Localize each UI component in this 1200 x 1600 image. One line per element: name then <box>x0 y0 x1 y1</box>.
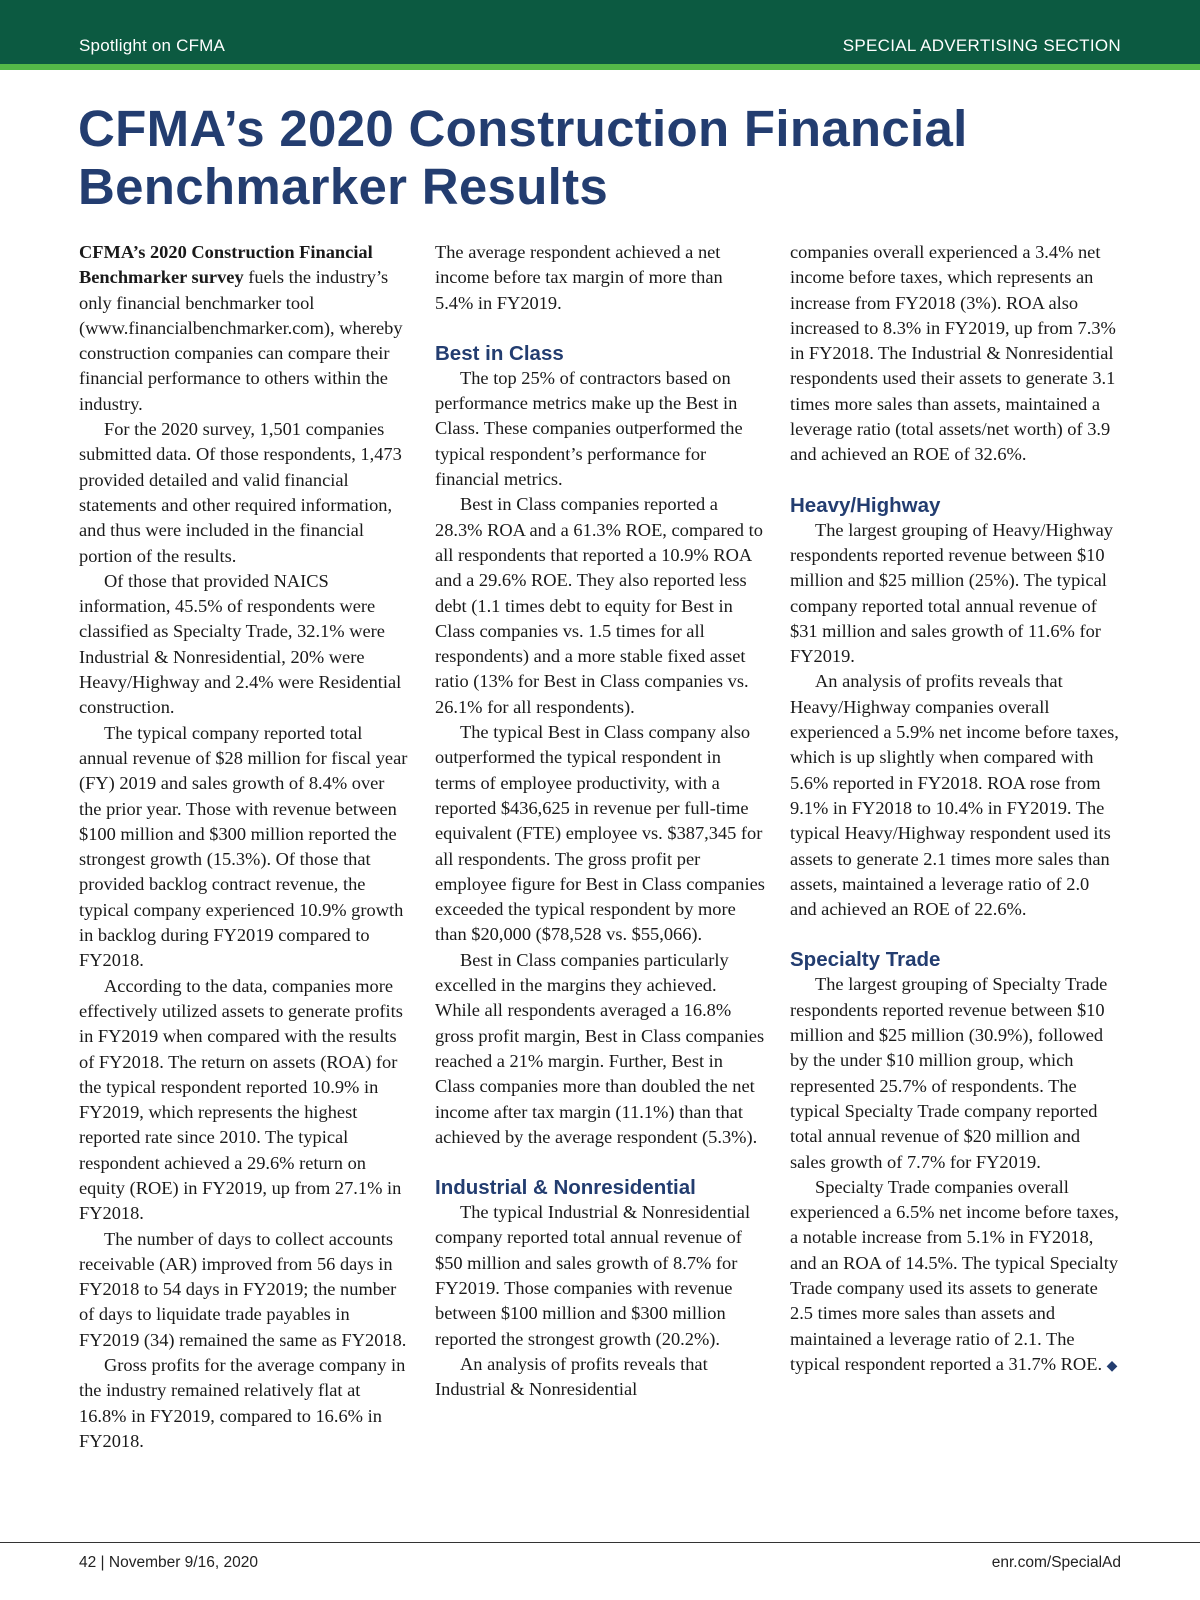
lead-paragraph <box>79 240 409 417</box>
assets-paragraph: According to the data, companies more effectively utilized assets to generate profits in FY2019 when compared with the results of FY2018. The return on assets (ROA) for the typical respondent reported 10.9% in FY2019, which represents the highest reported rate since 2010. The typical respondent achieved a 29.6% return on equity (ROE) in FY2019, up from 27.1% in FY2018. <box>79 975 403 1224</box>
best-in-class-paragraph-1: The top 25% of contractors based on performance metrics make up the Best in Class. These companies outperformed the typical respondent’s performance for financial metrics. <box>435 367 743 490</box>
receivables-paragraph: The number of days to collect accounts receivable (AR) improved from 56 days in FY2018 to 54 days in FY2019; the number of days to liquidate trade payables in FY2019 (34) remained the same as FY2018. <box>79 1228 407 1350</box>
best-in-class-paragraph-4: Best in Class companies particularly excelled in the margins they achieved. While all respondents averaged a 16.8% gross profit margin, Best in Class companies reached a 21% margin. Further, Best in Class companies more than doubled the net income after tax margin (11.1%) than that achieved by the average respondent (5.3%). <box>435 949 765 1147</box>
article-column-2 <box>435 240 765 1402</box>
best-in-class-paragraph-3: The typical Best in Class company also outperformed the typical respondent in terms of employee productivity, with a reported $436,625 in revenue per full-time equivalent (FTE) employee vs. $387,345 for all respondents. The gross profit per employee figure for Best in Class companies exceeded the typical respondent by more than $20,000 ($78,528 vs. $55,066). <box>435 722 765 945</box>
best-in-class-paragraph-2: Best in Class companies reported a 28.3% ROA and a 61.3% ROE, compared to all respondents that reported a 10.9% ROA and a 29.6% ROE. They also reported less debt (1.1 times debt to equity for Best in Class companies vs. 1.5 times for all respondents) and a more stable fixed asset ratio (13% for Best in Class companies vs. 26.1% for all respondents). <box>435 494 763 717</box>
advertising-label: SPECIAL ADVERTISING SECTION <box>842 36 1121 55</box>
industrial-heading: Industrial & Nonresidential <box>435 1176 696 1200</box>
industrial-continued-paragraph: companies overall experienced a 3.4% net income before taxes, which represents an increase from FY2018 (3%). ROA also increased to 8.3% in FY2019, up from 7.3% in FY2018. The Industrial & Nonresidential respondents used their assets to generate 3.1 times more sales than assets, maintained a leverage ratio (total assets/net worth) of 3.9 and achieved an ROE of 32.6%. <box>790 242 1116 465</box>
article-column-1 <box>79 240 409 1454</box>
lead-rest-text: fuels the industry’s only financial benchmarker tool (www.financialbenchmarker.com), whereby construction companies can compare their financial performance to others within the industry. <box>79 267 403 414</box>
footer-divider <box>0 1542 1200 1543</box>
section-label: Spotlight on CFMA <box>79 36 226 55</box>
article-title: CFMA’s 2020 Construction Financial Benchmarker Results <box>78 100 968 215</box>
specialty-trade-paragraph-1: The largest grouping of Specialty Trade respondents reported revenue between $10 million and $25 million (30.9%), followed by the under $10 million group, which represented 25.7% of respondents. The typical Specialty Trade company reported total annual revenue of $20 million and sales growth of 7.7% for FY2019. <box>790 974 1108 1172</box>
article-column-3 <box>790 240 1120 1379</box>
lead-bold-text: CFMA’s 2020 Construction Financial Benchmarker survey <box>79 242 373 288</box>
header-accent-stripe <box>0 64 1200 70</box>
gross-profits-paragraph: Gross profits for the average company in the industry remained relatively flat at 16.8% in FY2019, compared to 16.6% in FY2018. <box>79 1355 406 1451</box>
survey-paragraph: For the 2020 survey, 1,501 companies submitted data. Of those respondents, 1,473 provided detailed and valid financial statements and other required information, and thus were included in the financial portion of the results. <box>79 419 402 566</box>
specialty-trade-paragraph-2-text: Specialty Trade companies overall experienced a 6.5% net income before taxes, a notable increase from 5.1% in FY2018, and an ROA of 14.5%. The typical Specialty Trade company used its assets to generate 2.5 times more sales than assets and maintained a leverage ratio of 2.1. The typical respondent reported a 31.7% ROE. <box>790 1176 1119 1374</box>
specialty-trade-heading: Specialty Trade <box>790 948 941 972</box>
naics-paragraph: Of those that provided NAICS information, 45.5% of respondents were classified as Specialty Trade, 32.1% were Industrial & Nonresidential, 20% were Heavy/Highway and 2.4% were Residential construction. <box>79 570 402 718</box>
best-in-class-heading: Best in Class <box>435 341 564 365</box>
footer-url: enr.com/SpecialAd <box>991 1554 1121 1571</box>
end-diamond-icon: ◆ <box>1106 1358 1118 1374</box>
page-number-date: 42 | November 9/16, 2020 <box>79 1554 258 1571</box>
heavy-highway-heading: Heavy/Highway <box>790 493 941 517</box>
heavy-highway-paragraph-1: The largest grouping of Heavy/Highway respondents reported revenue between $10 million and $25 million (25%). The typical company reported total annual revenue of $31 million and sales growth of 11.6% for FY2019. <box>790 519 1113 667</box>
industrial-paragraph-2: An analysis of profits reveals that Industrial & Nonresidential <box>435 1353 708 1400</box>
net-income-paragraph: The average respondent achieved a net income before tax margin of more than 5.4% in FY2019. <box>435 242 723 313</box>
industrial-paragraph-1: The typical Industrial & Nonresidential company reported total annual revenue of $50 million and sales growth of 8.7% for FY2019. Those companies with revenue between $100 million and $300 million reported the strongest growth (20.2%). <box>435 1202 751 1349</box>
revenue-paragraph: The typical company reported total annual revenue of $28 million for fiscal year (FY) 2019 and sales growth of 8.4% over the prior year. Those with revenue between $100 million and $300 million reported the strongest growth (15.3%). Of those that provided backlog contract revenue, the typical company experienced 10.9% growth in backlog during FY2019 compared to FY2018. <box>79 722 408 971</box>
specialty-trade-paragraph-2 <box>790 1175 1120 1379</box>
heavy-highway-paragraph-2: An analysis of profits reveals that Heavy/Highway companies overall experienced a 5.9% net income before taxes, which is up slightly when compared with 5.6% reported in FY2018. ROA rose from 9.1% in FY2018 to 10.4% in FY2019. The typical Heavy/Highway respondent used its assets to generate 2.1 times more sales than assets, maintained a leverage ratio of 2.0 and achieved an ROE of 22.6%. <box>790 671 1119 920</box>
